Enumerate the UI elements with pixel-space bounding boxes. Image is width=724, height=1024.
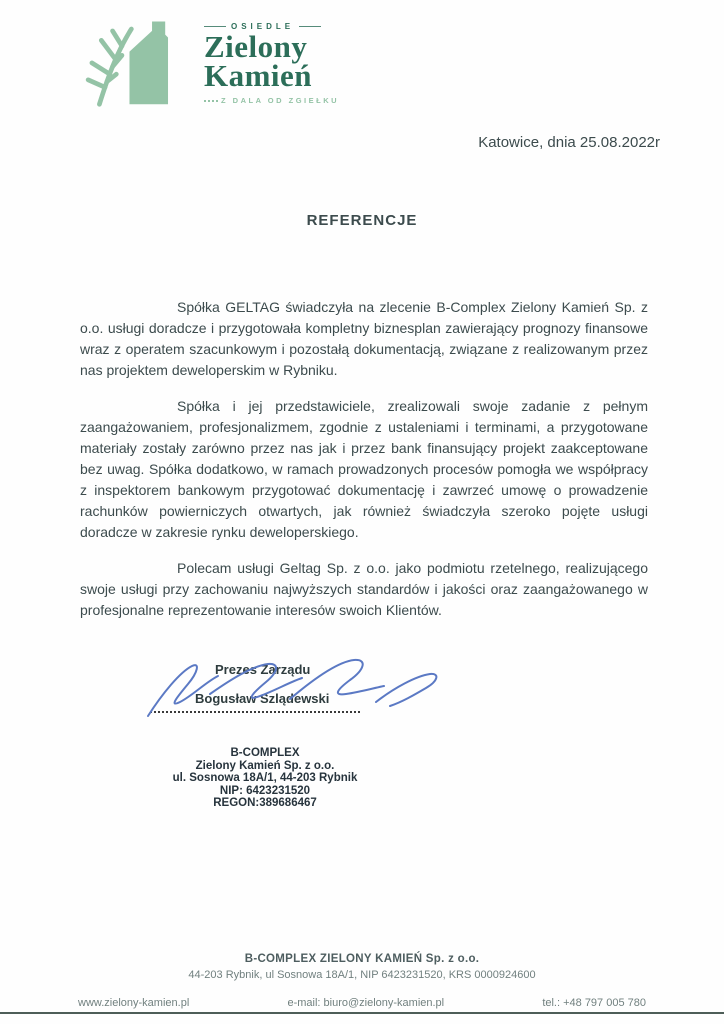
logo-tagline: Z DALA OD ZGIEŁKU	[221, 96, 340, 106]
signer-role: Prezes Zarządu	[215, 662, 311, 677]
company-stamp	[140, 747, 390, 810]
rule-right	[299, 26, 321, 27]
tagline-dots	[204, 100, 218, 102]
signer-name: Bogusław Szlądewski	[195, 691, 330, 706]
logo-text	[204, 14, 354, 105]
footer-divider-line	[0, 1012, 724, 1014]
paragraph-1: Spółka GELTAG świadczyła na zlecenie B-Complex Zielony Kamień Sp. z o.o. usługi doradcze i przygotowała kompletny biznesplan zawierający prognozy finansowe wraz z operatem szacunkowym i pozostałą dokumentacją, związane z realizowanym przez nas projektem deweloperskim w Rybniku.	[80, 299, 648, 378]
rule-left	[204, 26, 226, 27]
footer-website: www.zielony-kamien.pl	[78, 997, 190, 1009]
stamp-line-5: REGON:389686467	[213, 797, 317, 809]
paragraph-3: Polecam usługi Geltag Sp. z o.o. jako podmiotu rzetelnego, realizującego swoje usługi przy zachowaniu najwyższych standardów i jakości oraz zaangażowanego w profesjonalne reprezentowanie interesów swoich Klientów.	[80, 560, 648, 618]
stamp-line-3: ul. Sosnowa 18A/1, 44-203 Rybnik	[172, 772, 358, 784]
stamp-line-2: Zielony Kamień Sp. z o.o.	[195, 759, 335, 772]
stamp-line-4: NIP: 6423231520	[219, 784, 311, 797]
dateline: Katowice, dnia 25.08.2022r	[478, 134, 660, 151]
signature-dotted-line	[150, 711, 360, 713]
logo-osiedle-label: OSIEDLE	[231, 22, 295, 31]
company-logo	[78, 14, 354, 108]
footer-phone: tel.: +48 797 005 780	[542, 997, 646, 1009]
logo-tagline-row	[204, 96, 354, 105]
house-tree-logo-icon	[78, 14, 196, 108]
letter-body	[80, 297, 648, 636]
footer-contact-row	[78, 997, 646, 1009]
stamp-line-1: B-COMPLEX	[230, 747, 300, 759]
letter-title: REFERENCJE	[306, 212, 418, 229]
signature-block	[150, 662, 440, 713]
footer-email: e-mail: biuro@zielony-kamien.pl	[287, 997, 445, 1009]
footer-company-address: 44-203 Rybnik, ul Sosnowa 18A/1, NIP 6423231520, KRS 0000924600	[188, 969, 536, 981]
logo-name-line1: Zielony	[204, 29, 308, 64]
footer-company-name: B-COMPLEX ZIELONY KAMIEŃ Sp. z o.o.	[244, 953, 480, 965]
logo-name-line2: Kamień	[204, 57, 313, 93]
paragraph-2: Spółka i jej przedstawiciele, zrealizowali swoje zadanie z pełnym zaangażowaniem, profesjonalizmem, zgodnie z ustaleniami i terminami, a przygotowane materiały zostały zarówno przez nas jak i przez bank finansujący projekt zaakceptowane bez uwag. Spółka dodatkowo, w ramach prowadzonych procesów pomogła we współpracy z inspektorem bankowym przygotować dokumentację i zawrzeć umowę o prowadzenie rachunków powierniczych otwartych, jak również świadczyła szeroko pojęte usługi doradcze w zakresie rynku deweloperskiego.	[80, 398, 648, 540]
